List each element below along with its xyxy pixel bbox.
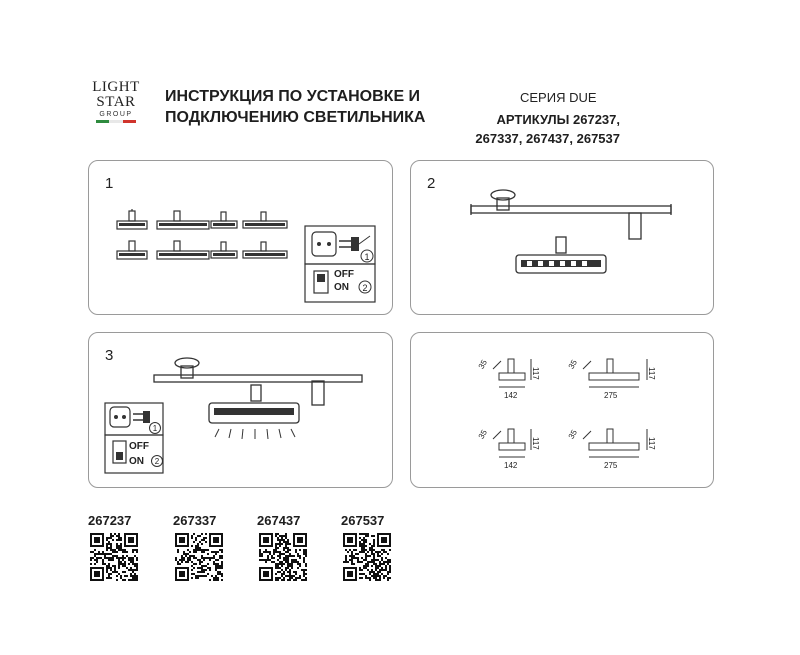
luminaire-variants-illustration xyxy=(89,161,392,314)
page-title xyxy=(165,86,425,128)
depth-label: 35 xyxy=(566,428,579,441)
step-number: 1 xyxy=(105,175,114,192)
depth-label: 35 xyxy=(566,358,579,371)
luminaire-long-icon xyxy=(157,211,209,229)
depth-label: 35 xyxy=(476,358,489,371)
qr-label-267237: 267237 xyxy=(88,513,132,528)
height-label: 117 xyxy=(647,367,656,380)
qr-code-icon[interactable] xyxy=(259,533,307,581)
track-mounting-illustration xyxy=(411,161,713,314)
step-number: 3 xyxy=(105,347,114,364)
step-3-panel xyxy=(88,332,393,488)
title-line-1: ИНСТРУКЦИЯ ПО УСТАНОВКЕ И xyxy=(165,88,421,105)
step-1-panel xyxy=(88,160,393,315)
dimension-diagram-small xyxy=(493,359,531,387)
power-feed-icon xyxy=(312,381,324,405)
logo-text-light: LIGHT xyxy=(92,79,140,95)
badge-step-1: 1 xyxy=(364,252,370,262)
luminaire-adapter-icon xyxy=(556,237,566,253)
badge-step-1: 1 xyxy=(152,424,158,433)
logo-text-star: STAR xyxy=(96,94,136,110)
logo-text-group: GROUP xyxy=(99,111,133,118)
title-line-2: ПОДКЛЮЧЕНИЮ СВЕТИЛЬНИКА xyxy=(165,109,426,126)
brand-logo xyxy=(88,80,144,123)
italian-flag-icon xyxy=(96,120,136,123)
articles-line-1: АРТИКУЛЫ 267237, xyxy=(496,112,620,127)
qr-code-icon[interactable] xyxy=(343,533,391,581)
height-label: 117 xyxy=(531,437,540,450)
width-label: 142 xyxy=(504,391,518,400)
height-label: 117 xyxy=(531,367,540,380)
switch-off-label: OFF xyxy=(129,441,149,452)
dimensions-panel xyxy=(410,332,714,488)
switch-off-label: OFF xyxy=(334,269,354,280)
badge-step-2: 2 xyxy=(154,457,160,466)
width-label: 275 xyxy=(604,391,618,400)
dimensions-illustration xyxy=(411,333,713,487)
step-number: 2 xyxy=(427,175,436,192)
step-2-panel xyxy=(410,160,714,315)
switch-on-label: ON xyxy=(334,282,349,293)
badge-step-2: 2 xyxy=(362,283,368,293)
qr-code-icon[interactable] xyxy=(175,533,223,581)
height-label: 117 xyxy=(647,437,656,450)
luminaire-adapter-icon xyxy=(251,385,261,401)
articles-line-2: 267337, 267437, 267537 xyxy=(475,131,620,146)
dimension-diagram-small xyxy=(493,429,531,457)
qr-label-267537: 267537 xyxy=(341,513,385,528)
light-rays-icon xyxy=(215,429,295,439)
luminaire-small-icon xyxy=(117,241,147,259)
switch-on-label: ON xyxy=(129,456,144,467)
width-label: 275 xyxy=(604,461,618,470)
luminaire-long-icon xyxy=(157,241,209,259)
connection-illustration xyxy=(89,333,392,487)
width-label: 142 xyxy=(504,461,518,470)
power-feed-icon xyxy=(629,213,641,239)
article-numbers xyxy=(475,110,620,148)
qr-code-icon[interactable] xyxy=(90,533,138,581)
qr-label-267437: 267437 xyxy=(257,513,301,528)
series-name: СЕРИЯ DUE xyxy=(520,90,597,105)
dimension-diagram-long xyxy=(583,359,647,387)
dimension-diagram-long xyxy=(583,429,647,457)
qr-label-267337: 267337 xyxy=(173,513,217,528)
depth-label: 35 xyxy=(476,428,489,441)
